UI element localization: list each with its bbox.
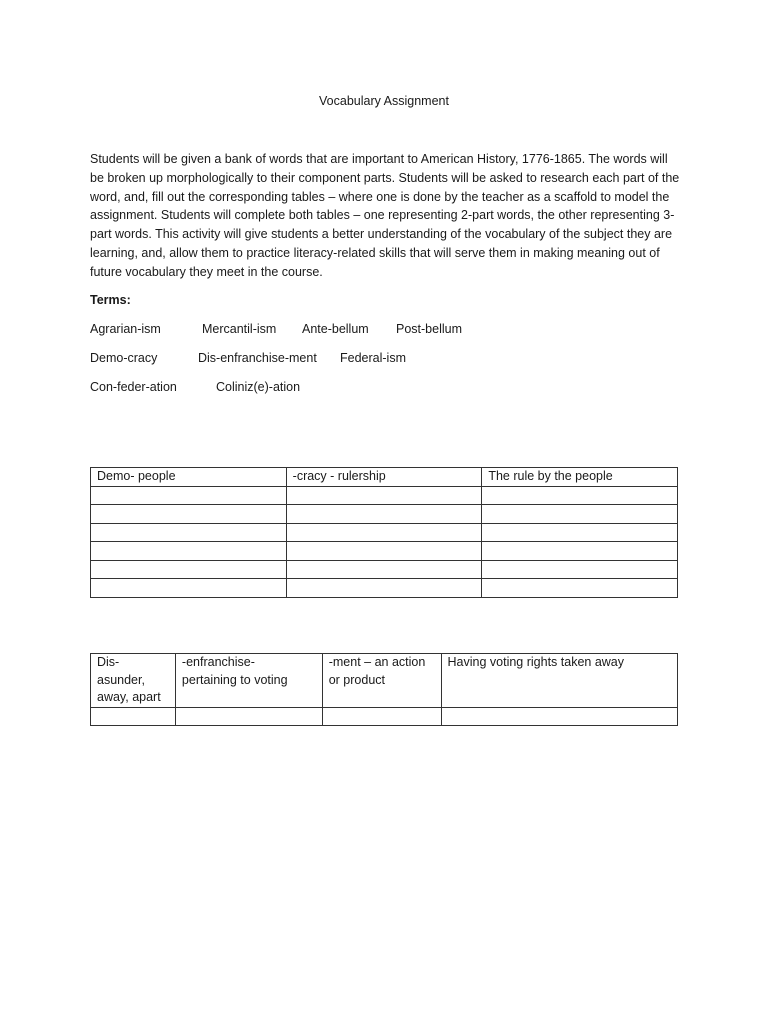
term-con-feder-ation: Con-feder-ation — [90, 380, 177, 394]
table-cell-empty[interactable] — [482, 523, 678, 542]
cell-line: -enfranchise- — [181, 655, 255, 669]
cell-line: -ment – an action — [328, 655, 426, 669]
table-row — [91, 542, 678, 561]
table-cell-empty[interactable] — [482, 579, 678, 598]
table-row — [91, 560, 678, 579]
table-row — [91, 579, 678, 598]
table-cell-empty[interactable] — [286, 505, 482, 524]
term-dis-enfranchise-ment: Dis-enfranchise-ment — [198, 351, 317, 365]
table-row — [91, 654, 678, 708]
cell-line: pertaining to voting — [181, 672, 288, 687]
table-cell-prefix — [91, 654, 176, 708]
table-cell-empty[interactable] — [91, 560, 287, 579]
term-agrarian-ism: Agrarian-ism — [90, 322, 161, 336]
table-cell-empty[interactable] — [91, 579, 287, 598]
table-cell-empty[interactable] — [482, 505, 678, 524]
table-cell-empty[interactable] — [286, 486, 482, 505]
table-cell-empty[interactable] — [482, 542, 678, 561]
table-cell-empty[interactable] — [286, 560, 482, 579]
table-cell-empty[interactable] — [286, 579, 482, 598]
table-cell-meaning: Having voting rights taken away — [441, 654, 677, 708]
table-cell-empty[interactable] — [91, 523, 287, 542]
term-demo-cracy: Demo-cracy — [90, 351, 158, 365]
table-cell-empty[interactable] — [441, 707, 677, 726]
term-post-bellum: Post-bellum — [396, 322, 462, 336]
table-cell-empty[interactable] — [91, 542, 287, 561]
table-row — [91, 523, 678, 542]
table-cell-empty[interactable] — [91, 505, 287, 524]
terms-heading: Terms: — [90, 293, 131, 307]
term-mercantil-ism: Mercantil-ism — [202, 322, 277, 336]
term-coliniz-e-ation: Coliniz(e)-ation — [216, 380, 301, 394]
table-cell-empty[interactable] — [322, 707, 441, 726]
document-title: Vocabulary Assignment — [319, 94, 449, 108]
table-cell-root — [175, 654, 322, 708]
two-part-words-table — [90, 467, 678, 598]
table-row — [91, 505, 678, 524]
three-part-words-table — [90, 653, 678, 726]
assignment-description: Students will be given a bank of words that are important to American History, 1776-1865. The words will be broken up morphologically to their component parts. Students will be asked to research each part of the word, and, fill out the corresponding tables – where one is done by the teacher as a scaffold to model the assignment. Students will complete both tables – one representing 2-part words, the other representing 3-part words. This activity will give students a better understanding of the vocabulary of the subject they are learning, and, allow them to practice literacy-related skills that will serve them in making meaning out of future vocabulary they meet in the course. — [90, 152, 680, 279]
table-row — [91, 707, 678, 726]
cell-line: or product — [328, 672, 385, 687]
table-cell-empty[interactable] — [482, 486, 678, 505]
table-row — [91, 486, 678, 505]
table-cell-prefix: Demo- people — [91, 468, 287, 487]
cell-line: Dis- — [97, 655, 120, 669]
table-cell-suffix — [322, 654, 441, 708]
table-cell-empty[interactable] — [175, 707, 322, 726]
term-ante-bellum: Ante-bellum — [302, 322, 369, 336]
table-cell-root: -cracy - rulership — [286, 468, 482, 487]
cell-line: asunder, — [97, 672, 145, 687]
table-cell-empty[interactable] — [91, 707, 176, 726]
table-cell-empty[interactable] — [286, 542, 482, 561]
term-federal-ism: Federal-ism — [340, 351, 406, 365]
table-row — [91, 468, 678, 487]
cell-line: away, apart — [97, 690, 161, 704]
table-cell-empty[interactable] — [482, 560, 678, 579]
table-cell-empty[interactable] — [91, 486, 287, 505]
table-cell-empty[interactable] — [286, 523, 482, 542]
table-cell-meaning: The rule by the people — [482, 468, 678, 487]
